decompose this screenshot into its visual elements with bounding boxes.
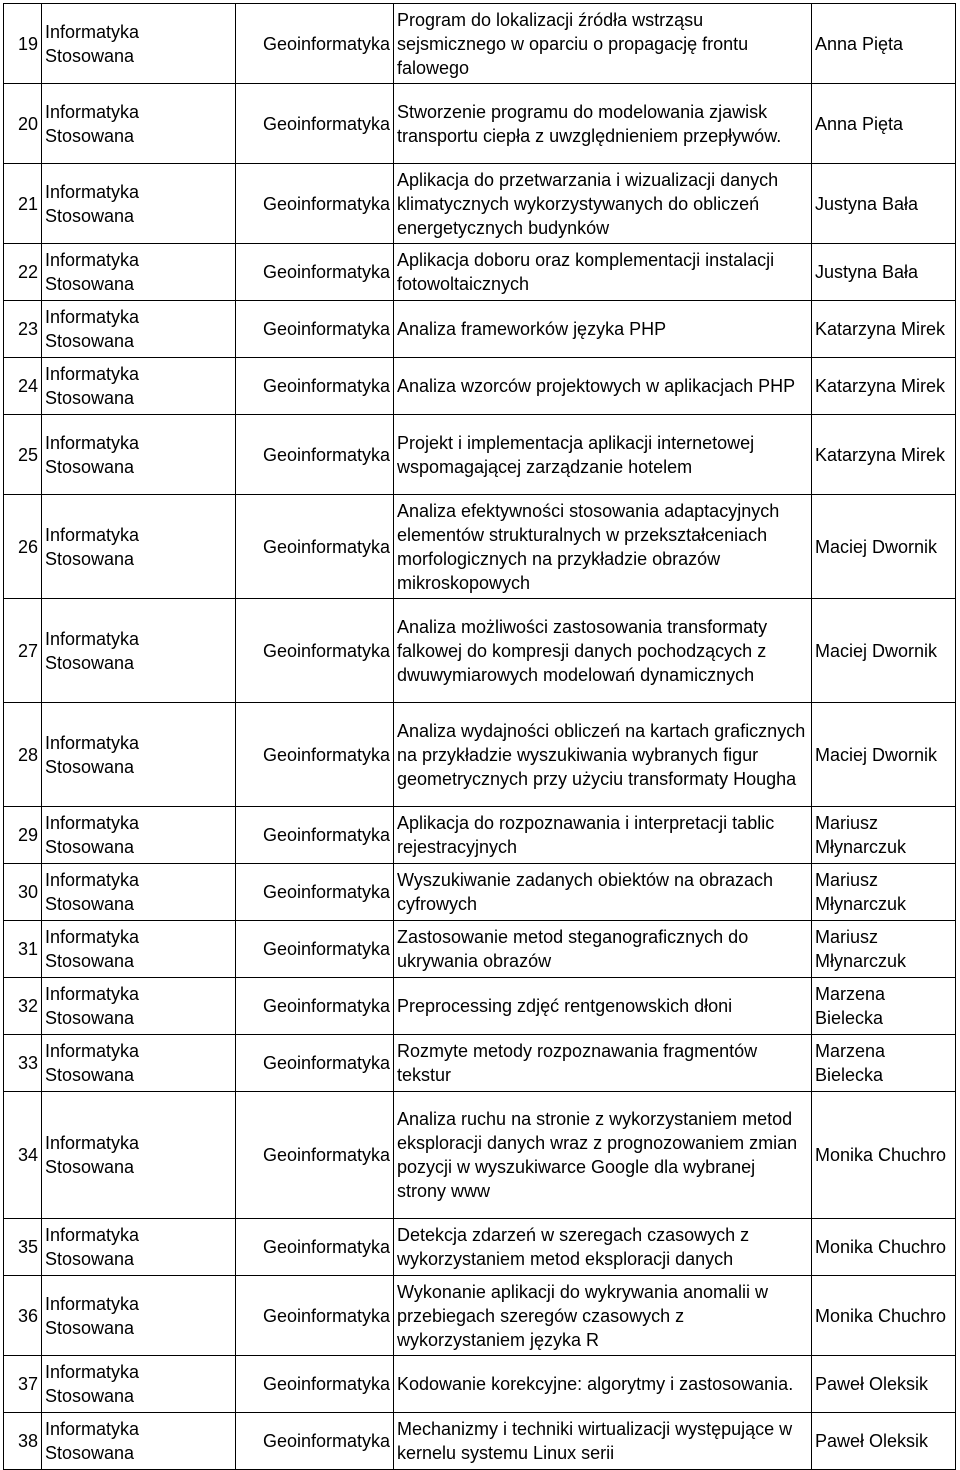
supervisor: Monika Chuchro: [812, 1092, 956, 1219]
table-row: [4, 84, 956, 164]
thesis-title: Aplikacja doboru oraz komplementacji instalacji fotowoltaicznych: [394, 244, 812, 301]
thesis-title: Program do lokalizacji źródła wstrząsu sejsmicznego w oparciu o propagację frontu falowego: [394, 4, 812, 84]
thesis-title: Analiza ruchu na stronie z wykorzystaniem metod eksploracji danych wraz z prognozowaniem zmian pozycji w wyszukiwarce Google dla wybranej strony www: [394, 1092, 812, 1219]
row-number: 26: [4, 495, 42, 599]
field-of-study: [42, 164, 236, 244]
supervisor: Katarzyna Mirek: [812, 358, 956, 415]
specialization: Geoinformatyka: [236, 84, 394, 164]
field-of-study: [42, 978, 236, 1035]
field-of-study: [42, 1092, 236, 1219]
table-row: [4, 415, 956, 495]
field-of-study: [42, 358, 236, 415]
field-name-line1: Informatyka: [45, 181, 140, 202]
field-of-study: [42, 703, 236, 807]
thesis-title: Kodowanie korekcyjne: algorytmy i zastosowania.: [394, 1356, 812, 1413]
thesis-title: Analiza wydajności obliczeń na kartach graficznych na przykładzie wyszukiwania wybranych figur geometrycznych przy użyciu transformaty Hougha: [394, 703, 812, 807]
field-name-line1: Informatyka: [45, 1133, 140, 1153]
field-of-study: [42, 415, 236, 495]
field-name-line1: Informatyka: [45, 524, 140, 545]
supervisor: Paweł Oleksik: [812, 1413, 956, 1470]
field-name-line1: Informatyka: [45, 364, 140, 384]
thesis-title: Zastosowanie metod steganograficznych do ukrywania obrazów: [394, 921, 812, 978]
table-row: [4, 703, 956, 807]
table-row: [4, 599, 956, 703]
field-of-study: [42, 1276, 236, 1356]
field-of-study: [42, 921, 236, 978]
thesis-title: Aplikacja do rozpoznawania i interpretacji tablic rejestracyjnych: [394, 807, 812, 864]
row-number: 28: [4, 703, 42, 807]
specialization: Geoinformatyka: [236, 1276, 394, 1356]
field-name-line2: Stosowana: [45, 951, 135, 971]
row-number: 29: [4, 807, 42, 864]
field-name-line1: Informatyka: [45, 1362, 140, 1382]
specialization: Geoinformatyka: [236, 1413, 394, 1470]
thesis-title: Wykonanie aplikacji do wykrywania anomalii w przebiegach szeregów czasowych z wykorzystaniem języka R: [394, 1276, 812, 1356]
supervisor: Katarzyna Mirek: [812, 301, 956, 358]
thesis-title: Preprocessing zdjęć rentgenowskich dłoni: [394, 978, 812, 1035]
field-of-study: [42, 1413, 236, 1470]
specialization: Geoinformatyka: [236, 599, 394, 703]
supervisor: Mariusz Młynarczuk: [812, 921, 956, 978]
table-row: [4, 244, 956, 301]
table-row: [4, 921, 956, 978]
thesis-title: Analiza możliwości zastosowania transformaty falkowej do kompresji danych pochodzących z dwuwymiarowych modelowań dynamicznych: [394, 599, 812, 703]
specialization: Geoinformatyka: [236, 1356, 394, 1413]
field-name-line2: Stosowana: [45, 1317, 135, 1338]
field-of-study: [42, 84, 236, 164]
field-name-line2: Stosowana: [45, 1065, 135, 1085]
specialization: Geoinformatyka: [236, 4, 394, 84]
field-name-line1: Informatyka: [45, 1419, 140, 1439]
supervisor: Anna Pięta: [812, 84, 956, 164]
field-name-line2: Stosowana: [45, 331, 135, 351]
field-name-line1: Informatyka: [45, 927, 140, 947]
row-number: 19: [4, 4, 42, 84]
row-number: 35: [4, 1219, 42, 1276]
table-row: [4, 1413, 956, 1470]
row-number: 25: [4, 415, 42, 495]
specialization: Geoinformatyka: [236, 703, 394, 807]
row-number: 24: [4, 358, 42, 415]
table-row: [4, 978, 956, 1035]
field-name-line1: Informatyka: [45, 813, 140, 833]
field-name-line1: Informatyka: [45, 307, 140, 327]
thesis-title: Rozmyte metody rozpoznawania fragmentów tekstur: [394, 1035, 812, 1092]
row-number: 33: [4, 1035, 42, 1092]
row-number: 36: [4, 1276, 42, 1356]
supervisor: Mariusz Młynarczuk: [812, 864, 956, 921]
field-name-line2: Stosowana: [45, 652, 135, 673]
table-row: [4, 1035, 956, 1092]
field-name-line2: Stosowana: [45, 125, 135, 146]
specialization: Geoinformatyka: [236, 864, 394, 921]
field-name-line2: Stosowana: [45, 894, 135, 914]
thesis-title: Wyszukiwanie zadanych obiektów na obrazach cyfrowych: [394, 864, 812, 921]
field-of-study: [42, 1356, 236, 1413]
field-name-line2: Stosowana: [45, 456, 135, 477]
field-of-study: [42, 1035, 236, 1092]
thesis-title: Analiza efektywności stosowania adaptacyjnych elementów strukturalnych w przekształceniach morfologicznych na przykładzie obrazów mikroskopowych: [394, 495, 812, 599]
table-row: [4, 358, 956, 415]
field-name-line1: Informatyka: [45, 21, 140, 42]
table-row: [4, 164, 956, 244]
field-name-line2: Stosowana: [45, 756, 135, 777]
thesis-topics-table: [3, 3, 956, 1470]
table-row: [4, 495, 956, 599]
supervisor: Maciej Dwornik: [812, 703, 956, 807]
field-name-line2: Stosowana: [45, 388, 135, 408]
specialization: Geoinformatyka: [236, 807, 394, 864]
thesis-title: Mechanizmy i techniki wirtualizacji występujące w kernelu systemu Linux serii: [394, 1413, 812, 1470]
table-row: [4, 1219, 956, 1276]
field-name-line2: Stosowana: [45, 45, 135, 66]
field-name-line2: Stosowana: [45, 205, 135, 226]
field-name-line2: Stosowana: [45, 274, 135, 294]
field-name-line1: Informatyka: [45, 984, 140, 1004]
field-name-line2: Stosowana: [45, 1443, 135, 1463]
field-name-line2: Stosowana: [45, 1249, 135, 1269]
field-name-line1: Informatyka: [45, 250, 140, 270]
specialization: Geoinformatyka: [236, 301, 394, 358]
field-of-study: [42, 1219, 236, 1276]
field-of-study: [42, 4, 236, 84]
supervisor: Paweł Oleksik: [812, 1356, 956, 1413]
specialization: Geoinformatyka: [236, 244, 394, 301]
supervisor: Marzena Bielecka: [812, 1035, 956, 1092]
table-row: [4, 1092, 956, 1219]
row-number: 34: [4, 1092, 42, 1219]
row-number: 27: [4, 599, 42, 703]
thesis-title: Analiza wzorców projektowych w aplikacjach PHP: [394, 358, 812, 415]
specialization: Geoinformatyka: [236, 415, 394, 495]
supervisor: Maciej Dwornik: [812, 599, 956, 703]
row-number: 32: [4, 978, 42, 1035]
supervisor: Justyna Bała: [812, 244, 956, 301]
field-name-line2: Stosowana: [45, 548, 135, 569]
supervisor: Mariusz Młynarczuk: [812, 807, 956, 864]
thesis-title: Aplikacja do przetwarzania i wizualizacji danych klimatycznych wykorzystywanych do obliczeń energetycznych budynków: [394, 164, 812, 244]
row-number: 20: [4, 84, 42, 164]
row-number: 21: [4, 164, 42, 244]
specialization: Geoinformatyka: [236, 1035, 394, 1092]
field-name-line1: Informatyka: [45, 628, 140, 649]
specialization: Geoinformatyka: [236, 358, 394, 415]
field-name-line2: Stosowana: [45, 1008, 135, 1028]
thesis-title: Analiza frameworków języka PHP: [394, 301, 812, 358]
specialization: Geoinformatyka: [236, 164, 394, 244]
table-row: [4, 301, 956, 358]
table-row: [4, 864, 956, 921]
field-name-line2: Stosowana: [45, 1157, 135, 1177]
supervisor: Anna Pięta: [812, 4, 956, 84]
row-number: 30: [4, 864, 42, 921]
row-number: 37: [4, 1356, 42, 1413]
specialization: Geoinformatyka: [236, 978, 394, 1035]
thesis-rows: [4, 4, 956, 1470]
row-number: 38: [4, 1413, 42, 1470]
field-of-study: [42, 864, 236, 921]
supervisor: Monika Chuchro: [812, 1276, 956, 1356]
field-name-line2: Stosowana: [45, 1386, 135, 1406]
field-name-line1: Informatyka: [45, 1293, 140, 1314]
thesis-title: Projekt i implementacja aplikacji internetowej wspomagającej zarządzanie hotelem: [394, 415, 812, 495]
table-row: [4, 4, 956, 84]
field-of-study: [42, 495, 236, 599]
specialization: Geoinformatyka: [236, 495, 394, 599]
row-number: 23: [4, 301, 42, 358]
supervisor: Maciej Dwornik: [812, 495, 956, 599]
thesis-title: Detekcja zdarzeń w szeregach czasowych z wykorzystaniem metod eksploracji danych: [394, 1219, 812, 1276]
specialization: Geoinformatyka: [236, 921, 394, 978]
field-name-line1: Informatyka: [45, 1041, 140, 1061]
supervisor: Monika Chuchro: [812, 1219, 956, 1276]
thesis-title: Stworzenie programu do modelowania zjawisk transportu ciepła z uwzględnieniem przepływów.: [394, 84, 812, 164]
field-name-line1: Informatyka: [45, 1225, 140, 1245]
table-row: [4, 1356, 956, 1413]
field-name-line1: Informatyka: [45, 732, 140, 753]
supervisor: Katarzyna Mirek: [812, 415, 956, 495]
supervisor: Justyna Bała: [812, 164, 956, 244]
field-name-line1: Informatyka: [45, 432, 140, 453]
specialization: Geoinformatyka: [236, 1219, 394, 1276]
row-number: 31: [4, 921, 42, 978]
specialization: Geoinformatyka: [236, 1092, 394, 1219]
field-name-line2: Stosowana: [45, 837, 135, 857]
row-number: 22: [4, 244, 42, 301]
field-of-study: [42, 807, 236, 864]
field-of-study: [42, 599, 236, 703]
field-of-study: [42, 244, 236, 301]
field-of-study: [42, 301, 236, 358]
field-name-line1: Informatyka: [45, 870, 140, 890]
field-name-line1: Informatyka: [45, 101, 140, 122]
supervisor: Marzena Bielecka: [812, 978, 956, 1035]
table-row: [4, 1276, 956, 1356]
table-row: [4, 807, 956, 864]
